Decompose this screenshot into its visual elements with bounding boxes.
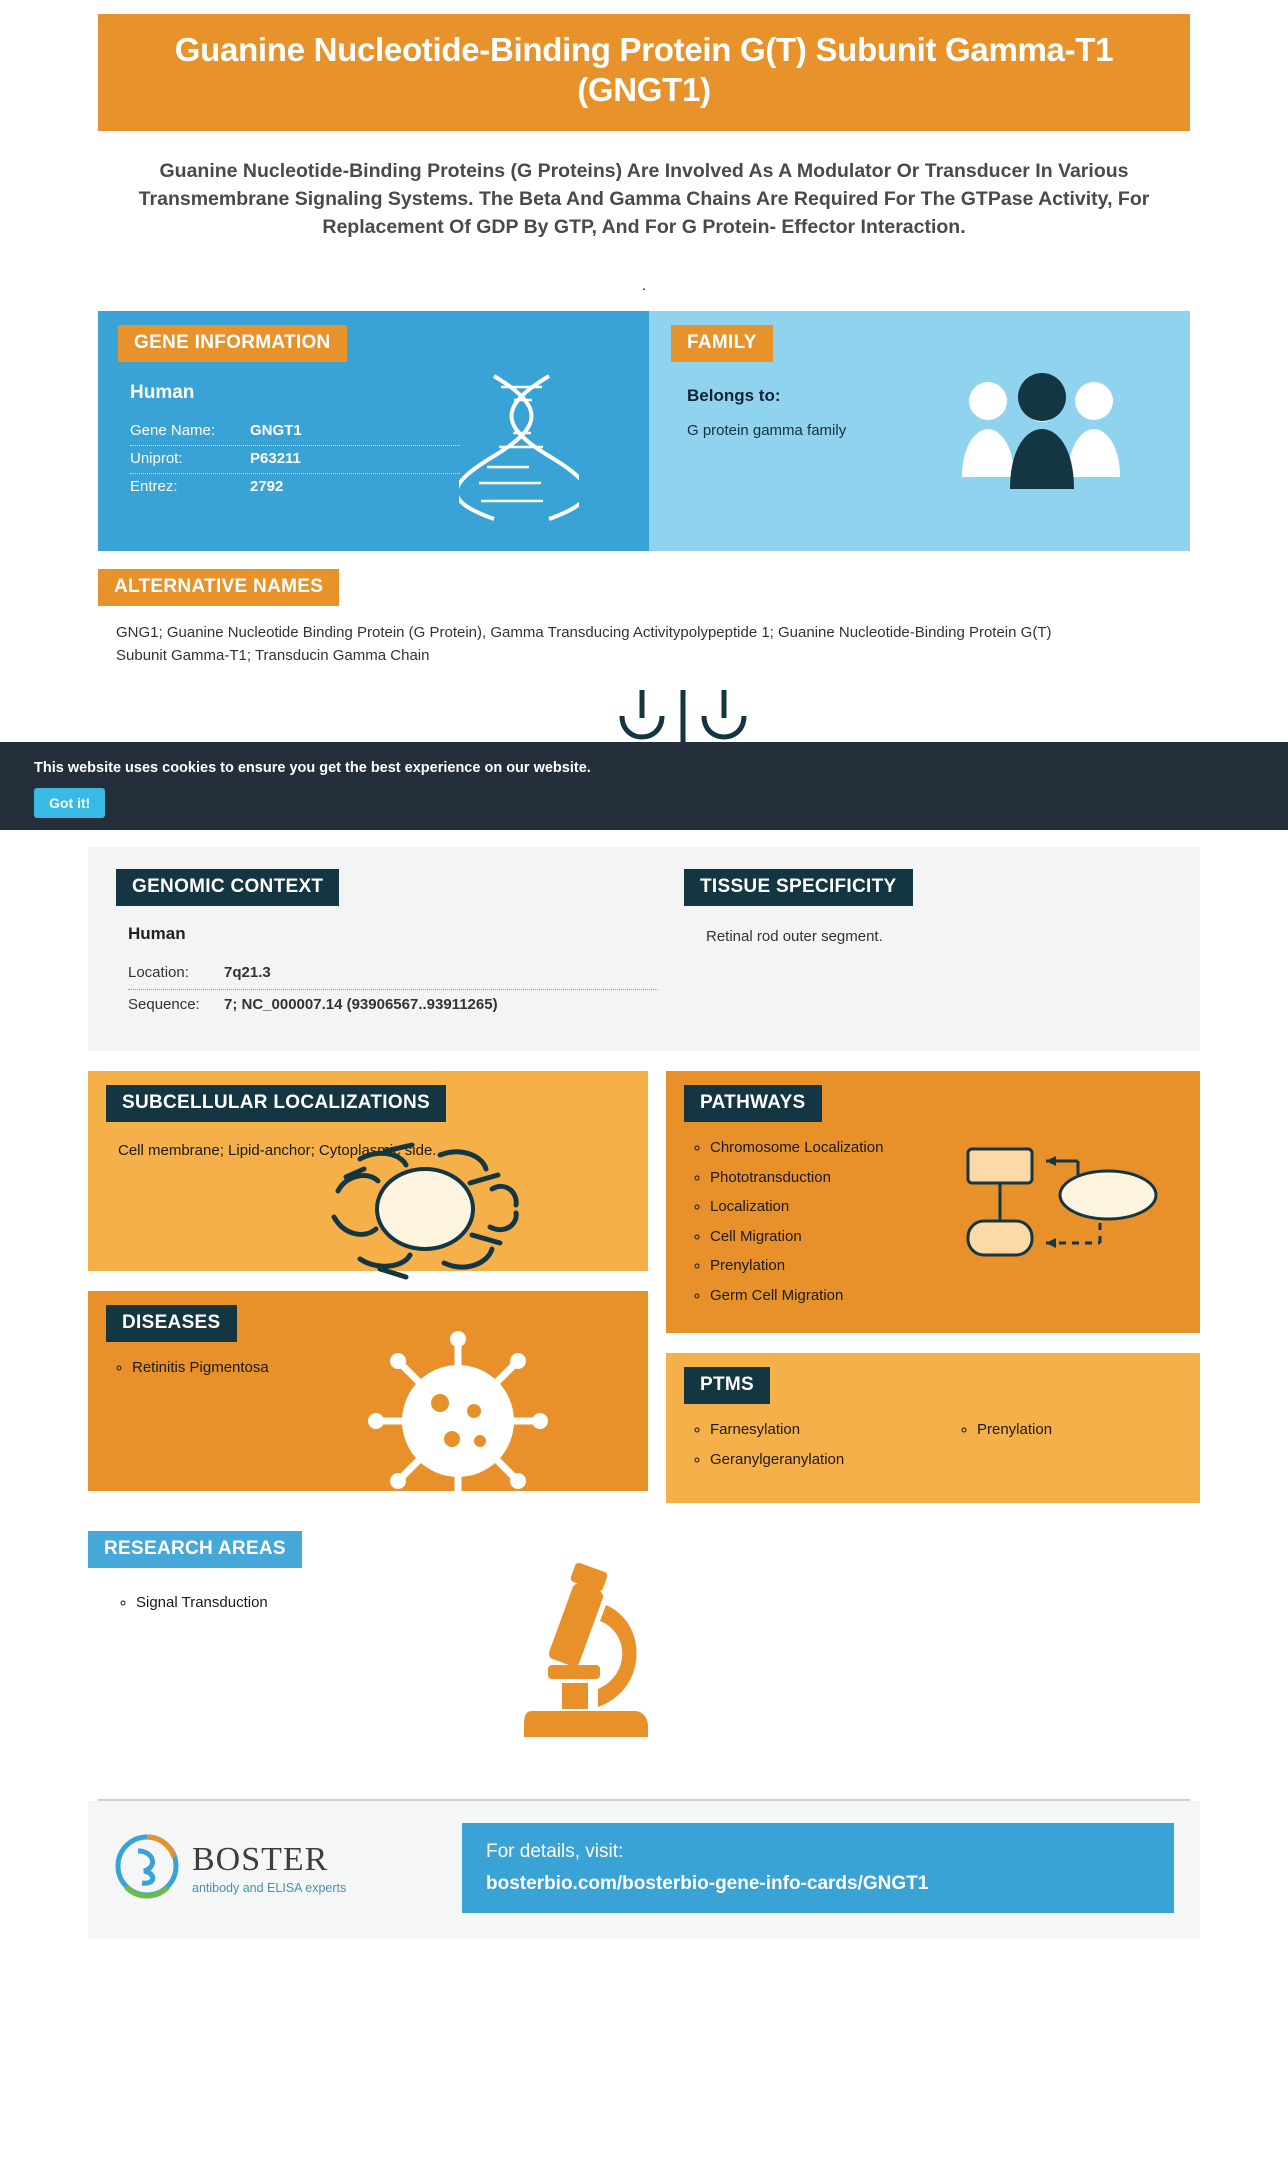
gene-information-heading-wrap — [118, 325, 649, 362]
genomic-context-table — [128, 958, 658, 1021]
family-card — [649, 311, 1190, 551]
gene-information-card — [98, 311, 649, 551]
entrez-value: 2792 — [250, 478, 284, 496]
alternative-names-text: GNG1; Guanine Nucleotide Binding Protein (G Protein), Gamma Transducing Activitypolypeptide 1; Guanine Nucleotide-Binding Protein G(T) Subunit Gamma-T1; Transducin Gamma Chain — [116, 624, 1052, 664]
pathways-card — [666, 1071, 1200, 1333]
table-row — [128, 958, 658, 990]
location-value: 7q21.3 — [224, 964, 271, 982]
table-row — [130, 418, 460, 446]
page-subtitle: Guanine Nucleotide-Binding Proteins (G Proteins) Are Involved As A Modulator Or Transducer In Various Transmembrane Signaling Systems. The Beta And Gamma Chains Are Required For The GTPase Activity, For Replacement Of GDP By GTP, And For G Protein- Effector Interaction. — [138, 159, 1150, 239]
alternative-names-heading: ALTERNATIVE NAMES — [98, 569, 339, 606]
tissue-specificity-heading: TISSUE SPECIFICITY — [684, 869, 913, 906]
spacer-dot: . — [641, 277, 647, 295]
table-row — [128, 990, 658, 1021]
cell-organelle-icon — [320, 1131, 530, 1291]
list-item: ◦ Prenylation — [710, 1256, 940, 1276]
footer-url[interactable]: bosterbio.com/bosterbio-gene-info-cards/GNGT1 — [486, 1873, 929, 1895]
diseases-card — [88, 1291, 648, 1491]
location-key: Location: — [128, 964, 189, 982]
cards-grid — [88, 1071, 1200, 1523]
list-item: ◦ Chromosome Localization — [710, 1138, 940, 1158]
microscope-icon — [488, 1561, 678, 1756]
uniprot-key: Uniprot: — [130, 450, 183, 468]
list-item: ◦ Germ Cell Migration — [710, 1286, 940, 1306]
ptms-lists — [666, 1404, 1200, 1479]
gene-information-heading: GENE INFORMATION — [118, 325, 347, 362]
gene-information-table — [130, 418, 460, 501]
pathway-diagram-icon — [950, 1139, 1170, 1284]
boster-name: BOSTER — [192, 1841, 329, 1879]
pathways-heading-wrap — [684, 1085, 1200, 1122]
list-item: ◦ Cell Migration — [710, 1227, 940, 1247]
sequence-value: 7; NC_000007.14 (93906567..93911265) — [224, 996, 498, 1014]
genomic-tissue-band — [88, 847, 1200, 1051]
subcellular-localizations-card — [88, 1071, 648, 1271]
family-heading-wrap — [671, 325, 1190, 362]
list-item: ◦ Farnesylation — [710, 1420, 933, 1440]
cards-right-column — [666, 1071, 1200, 1523]
subcellular-heading: SUBCELLULAR LOCALIZATIONS — [106, 1085, 446, 1122]
footer-details-label: For details, visit: — [486, 1841, 624, 1863]
pathways-heading: PATHWAYS — [684, 1085, 822, 1122]
list-item: ◦ Geranylgeranylation — [710, 1450, 933, 1470]
sequence-key: Sequence: — [128, 996, 200, 1014]
research-areas-heading: RESEARCH AREAS — [88, 1531, 302, 1568]
table-row — [130, 446, 460, 474]
people-group-icon — [956, 367, 1126, 497]
list-item: ◦ Retinitis Pigmentosa — [132, 1358, 648, 1378]
tissue-specificity-card — [648, 869, 1200, 1021]
ptms-heading: PTMS — [684, 1367, 770, 1404]
virus-icon — [368, 1331, 548, 1516]
family-label: Belongs to: — [687, 386, 781, 406]
boster-tagline: antibody and ELISA experts — [192, 1881, 347, 1896]
pathways-list — [710, 1138, 940, 1305]
ptms-card — [666, 1353, 1200, 1503]
cards-left-column — [88, 1071, 648, 1511]
tissue-specificity-text: Retinal rod outer segment. — [706, 928, 883, 946]
infographic-page — [0, 14, 1288, 1939]
cookie-consent-bar — [0, 742, 1288, 830]
diseases-heading: DISEASES — [106, 1305, 237, 1342]
genomic-context-heading: GENOMIC CONTEXT — [116, 869, 339, 906]
ptms-list-col1 — [710, 1420, 933, 1479]
boster-logo — [114, 1833, 444, 1904]
genomic-organism: Human — [128, 924, 186, 944]
footer-link-box[interactable] — [462, 1823, 1174, 1913]
subcellular-heading-wrap — [106, 1085, 648, 1122]
gene-name-key: Gene Name: — [130, 422, 216, 440]
gene-organism: Human — [130, 382, 195, 404]
entrez-key: Entrez: — [130, 478, 178, 496]
boster-logo-text — [192, 1841, 346, 1895]
alternative-names-section — [98, 569, 1190, 667]
boster-mark-icon — [114, 1833, 180, 1904]
ptms-heading-wrap — [684, 1367, 1200, 1404]
gene-name-value: GNGT1 — [250, 422, 302, 440]
genomic-context-card — [88, 869, 648, 1021]
page-title: Guanine Nucleotide-Binding Protein G(T) Subunit Gamma-T1 (GNGT1) — [98, 14, 1190, 131]
subcellular-text: Cell membrane; Lipid-anchor; Cytoplasmic side. — [118, 1142, 437, 1160]
list-item: ◦ Signal Transduction — [136, 1594, 1200, 1611]
dna-helix-icon — [459, 371, 579, 526]
cookie-accept-button[interactable]: Got it! — [34, 788, 105, 818]
ptms-list-col2 — [977, 1420, 1200, 1479]
gene-family-row — [98, 311, 1190, 551]
table-row — [130, 474, 460, 501]
research-areas-section — [88, 1531, 1200, 1781]
footer — [88, 1801, 1200, 1939]
cookie-message: This website uses cookies to ensure you get the best experience on our website. — [34, 760, 591, 776]
uniprot-value: P63211 — [250, 450, 301, 468]
family-value: G protein gamma family — [687, 422, 847, 440]
family-heading: FAMILY — [671, 325, 773, 362]
list-item: ◦ Prenylation — [977, 1420, 1200, 1440]
list-item: ◦ Phototransduction — [710, 1168, 940, 1188]
list-item: ◦ Localization — [710, 1197, 940, 1217]
